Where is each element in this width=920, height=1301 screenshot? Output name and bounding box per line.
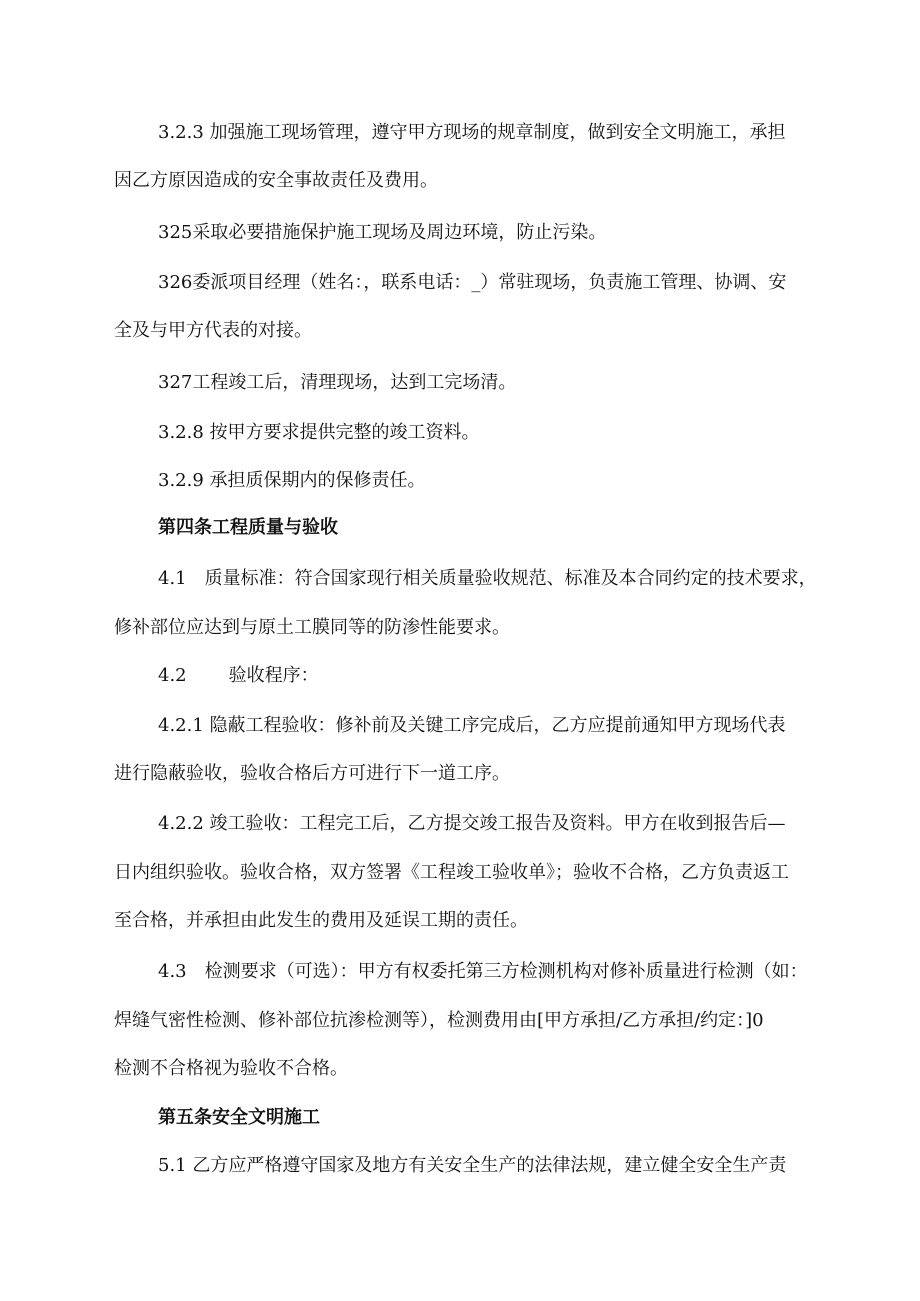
clause-3-2-6-line-2: 全及与甲方代表的对接。 bbox=[114, 320, 312, 341]
clause-4-2-2-line-3: 至合格，并承担由此发生的费用及延误工期的责任。 bbox=[114, 910, 528, 931]
clause-3-2-8-line: 3.2.8 按甲方要求提供完整的竣工资料。 bbox=[158, 422, 480, 443]
clause-4-3-line-3: 检测不合格视为验收不合格。 bbox=[114, 1058, 348, 1079]
article-5-heading: 第五条安全文明施工 bbox=[158, 1107, 320, 1128]
clause-3-2-6-line-1: 326委派项目经理（姓名：，联系电话：_）常驻现场，负责施工管理、协调、安 bbox=[158, 272, 787, 293]
clause-5-1-line-1: 5.1 乙方应严格遵守国家及地方有关安全生产的法律法规，建立健全安全生产责 bbox=[158, 1155, 787, 1176]
clause-4-1-line-2: 修补部位应达到与原土工膜同等的防渗性能要求。 bbox=[114, 617, 510, 638]
clause-4-2-title: 验收程序： bbox=[228, 665, 319, 686]
clause-3-2-5-line: 325采取必要措施保护施工现场及周边环境，防止污染。 bbox=[158, 222, 607, 243]
clause-3-2-3-line-2: 因乙方原因造成的安全事故责任及费用。 bbox=[114, 170, 438, 191]
clause-3-2-9-line: 3.2.9 承担质保期内的保修责任。 bbox=[158, 470, 426, 491]
clause-4-3-line-1: 4.3 检测要求（可选）：甲方有权委托第三方检测机构对修补质量进行检测（如： bbox=[158, 961, 808, 982]
clause-4-2-2-line-2: 日内组织验收。验收合格，双方签署《工程竣工验收单》；验收不合格，乙方负责返工 bbox=[114, 862, 789, 883]
clause-4-2-1-line-2: 进行隐蔽验收，验收合格后方可进行下一道工序。 bbox=[114, 763, 510, 784]
clause-4-2-line bbox=[158, 664, 858, 688]
clause-4-1-line-1: 4.1 质量标准：符合国家现行相关质量验收规范、标准及本合同约定的技术要求， bbox=[158, 568, 817, 589]
clause-3-2-3-line-1: 3.2.3 加强施工现场管理，遵守甲方现场的规章制度，做到安全文明施工，承担 bbox=[158, 122, 786, 143]
clause-3-2-7-line: 327工程竣工后，清理现场，达到工完场清。 bbox=[158, 372, 517, 393]
clause-4-3-line-2: 焊缝气密性检测、修补部位抗渗检测等），检测费用由[甲方承担/乙方承担/约定：]0 bbox=[114, 1010, 764, 1031]
clause-4-2-1-line-1: 4.2.1 隐蔽工程验收：修补前及关键工序完成后，乙方应提前通知甲方现场代表 bbox=[158, 715, 786, 736]
clause-4-2-number: 4.2 bbox=[158, 665, 187, 686]
clause-4-2-2-line-1: 4.2.2 竣工验收：工程完工后，乙方提交竣工报告及资料。甲方在收到报告后— bbox=[158, 813, 786, 834]
article-4-heading: 第四条工程质量与验收 bbox=[158, 517, 338, 538]
